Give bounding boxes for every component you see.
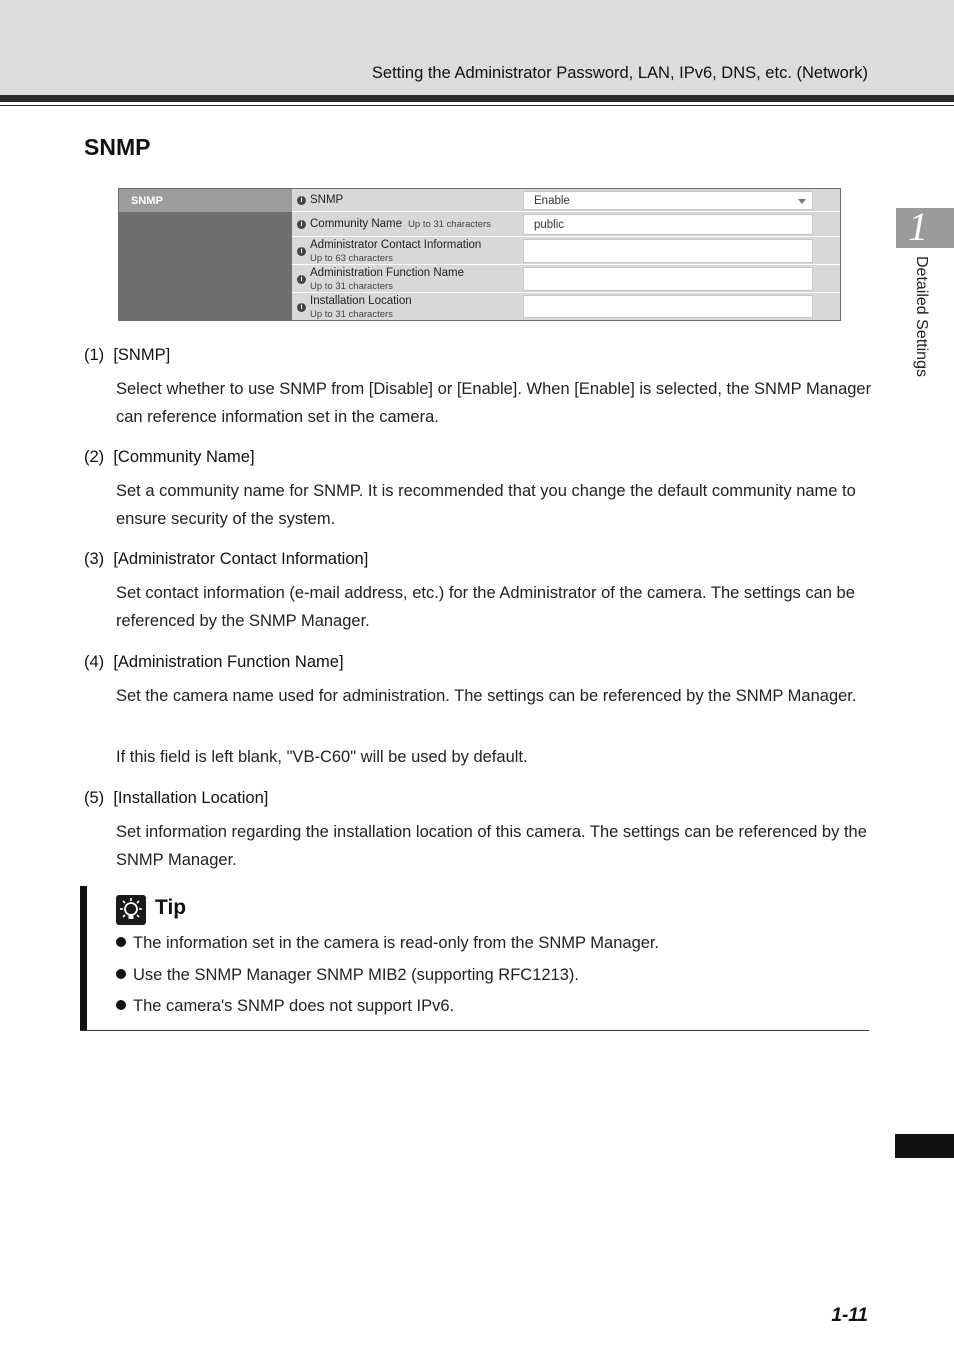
thumb-index-mark: [895, 1134, 954, 1158]
row-label: Installation Location: [310, 295, 412, 307]
tip-title: Tip: [155, 896, 187, 919]
admin-function-name-input[interactable]: [523, 267, 813, 291]
page-number: 1-11: [831, 1305, 868, 1326]
chapter-number: 1: [908, 204, 928, 249]
section-title: SNMP: [84, 134, 151, 160]
admin-contact-input[interactable]: [523, 239, 813, 263]
panel-row-admin-contact: [292, 237, 840, 265]
row-label: Administration Function Name: [310, 267, 465, 279]
item-paragraph: Set information regarding the installation location of this camera. The settings can be referenced by the SNMP Manager.: [116, 823, 867, 869]
bullet-icon: [116, 969, 126, 979]
row-hint: Up to 31 characters: [310, 309, 393, 320]
item-heading: (5) [Installation Location]: [84, 789, 269, 807]
header-rule-thin: [0, 105, 954, 106]
header-rule-thick: [0, 95, 954, 102]
item-paragraph: Set a community name for SNMP. It is recommended that you change the default community name to ensure security of the system.: [116, 482, 856, 528]
running-header: Setting the Administrator Password, LAN, IPv6, DNS, etc. (Network): [371, 64, 868, 82]
item-paragraph: Select whether to use SNMP from [Disable] or [Enable]. When [Enable] is selected, the SNMP Manager can reference information set in the camera.: [116, 380, 872, 426]
tip-item: The camera's SNMP does not support IPv6.: [116, 997, 454, 1016]
row-hint: Up to 63 characters: [310, 253, 393, 264]
chapter-label: Detailed Settings: [913, 256, 930, 377]
row-label: Administrator Contact Information: [310, 239, 482, 251]
info-icon: i: [297, 275, 306, 284]
bullet-icon: [116, 1000, 126, 1010]
info-icon: i: [297, 196, 306, 205]
info-icon: i: [297, 247, 306, 256]
tip-rule: [80, 1030, 869, 1031]
info-icon: i: [297, 303, 306, 312]
community-name-input[interactable]: [523, 214, 813, 235]
installation-location-input[interactable]: [523, 295, 813, 318]
item-paragraph: Set the camera name used for administration. The settings can be referenced by the SNMP Manager.: [116, 687, 857, 705]
lightbulb-icon: [116, 895, 146, 925]
item-heading: (3) [Administrator Contact Information]: [84, 550, 369, 568]
input-value: public: [534, 219, 565, 231]
panel-row-admin-function-name: [292, 265, 840, 293]
row-hint: Up to 31 characters: [310, 281, 393, 292]
panel-row-community-name: [292, 212, 840, 237]
row-label: Community Name: [310, 218, 403, 230]
item-heading: (1) [SNMP]: [84, 346, 171, 364]
item-heading: (4) [Administration Function Name]: [84, 653, 344, 671]
snmp-select[interactable]: [523, 191, 813, 210]
chevron-down-icon: [798, 199, 806, 204]
panel-left-column: [119, 189, 292, 320]
item-paragraph: Set contact information (e-mail address, etc.) for the Administrator of the camera. The settings can be referenced by the SNMP Manager.: [116, 584, 855, 630]
tip-bar: [80, 886, 87, 1031]
info-icon: i: [297, 220, 306, 229]
select-value: Enable: [534, 195, 570, 207]
panel-row-snmp: [292, 189, 840, 212]
panel-heading: [119, 189, 292, 212]
bullet-icon: [116, 937, 126, 947]
row-hint: Up to 31 characters: [408, 219, 491, 230]
snmp-settings-panel: [118, 188, 841, 321]
row-label: SNMP: [310, 194, 344, 206]
item-heading: (2) [Community Name]: [84, 448, 255, 466]
tip-item: The information set in the camera is read-only from the SNMP Manager.: [116, 934, 659, 953]
panel-row-installation-location: [292, 293, 840, 320]
item-paragraph: If this field is left blank, "VB-C60" will be used by default.: [116, 748, 528, 766]
tip-item: Use the SNMP Manager SNMP MIB2 (supporting RFC1213).: [116, 966, 579, 985]
panel-heading-label: SNMP: [131, 195, 163, 207]
